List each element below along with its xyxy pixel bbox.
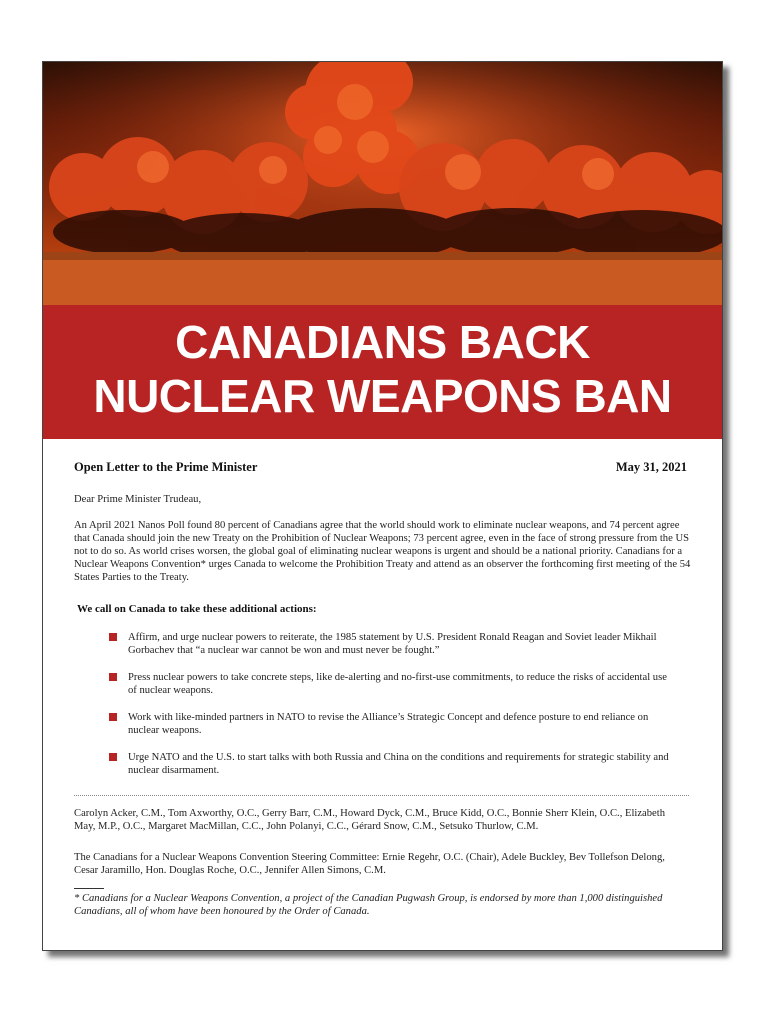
nuclear-explosion-image bbox=[43, 62, 722, 305]
action-text: Work with like-minded partners in NATO to revise the Alliance’s Strategic Concept and defence posture to end reliance on nuclear weapons. bbox=[128, 712, 649, 736]
signers-list: Carolyn Acker, C.M., Tom Axworthy, O.C., Gerry Barr, C.M., Howard Dyck, C.M., Bruce Kidd, O.C., Bonnie Sherr Klein, O.C., Elizabeth May, M.P., O.C., Margaret MacMillan, C.C., John Polanyi, C.C., Gérard Snow, C.M., Setsuko Thurlow, C.M. bbox=[74, 808, 665, 832]
action-text: Urge NATO and the U.S. to start talks with both Russia and China on the conditions and requirements for strategic stability and nuclear disarmament. bbox=[128, 752, 669, 776]
bullet-square-icon bbox=[109, 633, 117, 641]
action-list bbox=[109, 631, 669, 791]
intro-paragraph: An April 2021 Nanos Poll found 80 percent of Canadians agree that the world should work to eliminate nuclear weapons, and 74 percent agree that Canada should join the new Treaty on the Prohibition of Nuclear Weapons; 73 percent agree, even in the face of strong pressure from the US not to do so. As world crises worsen, the global goal of eliminating nuclear weapons is urgent and should be a national priority. Canadians for a Nuclear Weapons Convention* urges Canada to welcome the Prohibition Treaty and attend as an observer the forthcoming first meeting of the 54 States Parties to the Treaty. bbox=[74, 520, 691, 583]
bullet-square-icon bbox=[109, 753, 117, 761]
list-item bbox=[109, 711, 669, 737]
headline-line-2: NUCLEAR WEAPONS BAN bbox=[93, 370, 672, 422]
bullet-square-icon bbox=[109, 673, 117, 681]
headline-banner bbox=[43, 305, 722, 439]
bullet-square-icon bbox=[109, 713, 117, 721]
footnote-rule bbox=[74, 888, 104, 889]
dotted-divider bbox=[74, 795, 689, 796]
action-text: Affirm, and urge nuclear powers to reiterate, the 1985 statement by U.S. President Ronald Reagan and Soviet leader Mikhail Gorbachev that “a nuclear war cannot be won and must never be fought.” bbox=[128, 632, 657, 656]
footnote: * Canadians for a Nuclear Weapons Convention, a project of the Canadian Pugwash Group, is endorsed by more than 1,000 distinguished Canadians, all of whom have been honoured by the Order of Canada. bbox=[74, 893, 663, 917]
headline-line-1: CANADIANS BACK bbox=[175, 316, 590, 368]
steering-committee: The Canadians for a Nuclear Weapons Convention Steering Committee: Ernie Regehr, O.C. (Chair), Adele Buckley, Bev Tollefson Delong, Cesar Jaramillo, Hon. Douglas Roche, O.C., Jennifer Allen Simons, C.M. bbox=[74, 852, 665, 876]
salutation: Dear Prime Minister Trudeau, bbox=[74, 494, 202, 505]
list-item bbox=[109, 671, 669, 697]
letter-label: Open Letter to the Prime Minister bbox=[74, 460, 258, 474]
action-text: Press nuclear powers to take concrete steps, like de-alerting and no-first-use commitments, to reduce the risks of accidental use of nuclear weapons. bbox=[128, 672, 667, 696]
list-item bbox=[109, 751, 669, 777]
letter-page bbox=[42, 61, 723, 951]
letter-date: May 31, 2021 bbox=[615, 460, 687, 474]
explosion-illustration bbox=[43, 62, 722, 305]
list-item bbox=[109, 631, 669, 657]
letter-heading bbox=[74, 460, 687, 475]
call-heading: We call on Canada to take these additional actions: bbox=[77, 603, 317, 615]
